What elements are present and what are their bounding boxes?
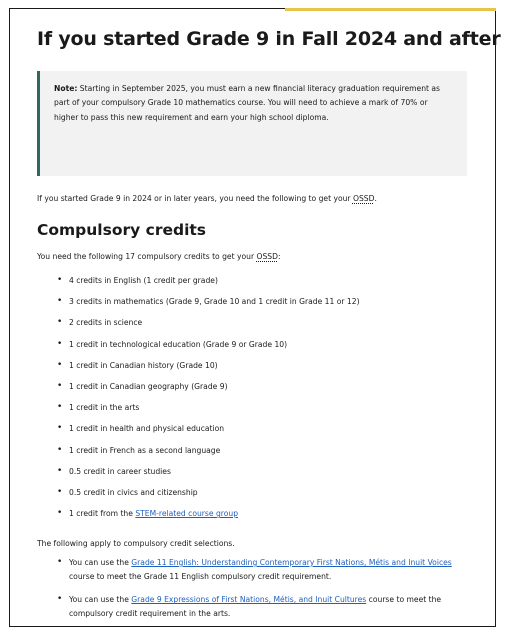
list-item-rule-arts bbox=[37, 593, 457, 620]
intro-paragraph bbox=[37, 193, 377, 204]
rules-list bbox=[37, 556, 457, 630]
compulsory-lead-text: You need the following 17 compulsory credits to get your bbox=[37, 252, 257, 261]
page-title: If you started Grade 9 in Fall 2024 and after bbox=[37, 28, 501, 50]
stem-item-text: 1 credit from the bbox=[69, 509, 136, 519]
rule-text-end: course to meet the Grade 11 English compulsory credit requirement. bbox=[69, 571, 332, 581]
rule-text: You can use the bbox=[69, 595, 132, 605]
rule-text-end: course to meet the compulsory credit requirement in the arts. bbox=[69, 595, 442, 618]
grade9-expressions-course-link[interactable]: Grade 9 Expressions of First Nations, Métis, and Inuit Cultures bbox=[131, 595, 367, 605]
list-item: • 0.5 credit in career studies bbox=[37, 466, 360, 487]
list-item: • 3 credits in mathematics (Grade 9, Grade 10 and 1 credit in Grade 11 or 12) bbox=[37, 296, 360, 317]
list-item: • 1 credit in Canadian history (Grade 10) bbox=[37, 360, 360, 381]
note-text: Starting in September 2025, you must earn a new financial literacy graduation requirement as part of your compulsory Grade 10 mathematics course. You will need to achieve a mark of 70% or higher to pass this new requirement and earn your high school diploma. bbox=[54, 84, 441, 122]
rule-text: You can use the bbox=[69, 558, 132, 567]
stem-course-group-link[interactable]: STEM-related course group bbox=[135, 509, 239, 519]
intro-end: . bbox=[374, 194, 377, 203]
list-item: • 1 credit in French as a second language bbox=[37, 445, 360, 466]
list-item: • 0.5 credit in civics and citizenship bbox=[37, 487, 360, 508]
list-item-rule-english bbox=[37, 556, 457, 583]
list-item: • 4 credits in English (1 credit per grade) bbox=[37, 275, 360, 296]
compulsory-credit-list bbox=[37, 275, 360, 529]
intro-text: If you started Grade 9 in 2024 or in later years, you need the following to get your bbox=[37, 194, 353, 203]
list-item: • 1 credit in technological education (Grade 9 or Grade 10) bbox=[37, 339, 360, 360]
top-accent-bar bbox=[285, 8, 496, 11]
list-item: • 1 credit in the arts bbox=[37, 402, 360, 423]
ossd-abbr[interactable]: OSSD bbox=[256, 252, 278, 261]
compulsory-lead-end: : bbox=[277, 252, 281, 261]
list-item: • 1 credit in Canadian geography (Grade 9) bbox=[37, 381, 360, 402]
list-item: • 2 credits in science bbox=[37, 317, 360, 338]
grade11-english-course-link[interactable]: Grade 11 English: Understanding Contemporary First Nations, Métis and Inuit Voices bbox=[131, 558, 452, 567]
ossd-abbr[interactable]: OSSD bbox=[352, 194, 375, 203]
section-title-compulsory-credits: Compulsory credits bbox=[37, 221, 207, 239]
list-item: • 1 credit in health and physical education bbox=[37, 423, 360, 444]
list-item-stem bbox=[37, 508, 360, 529]
compulsory-lead bbox=[37, 251, 281, 262]
rules-lead: The following apply to compulsory credit selections. bbox=[37, 539, 235, 548]
note-label: Note: bbox=[54, 84, 78, 93]
note-callout bbox=[37, 71, 467, 176]
